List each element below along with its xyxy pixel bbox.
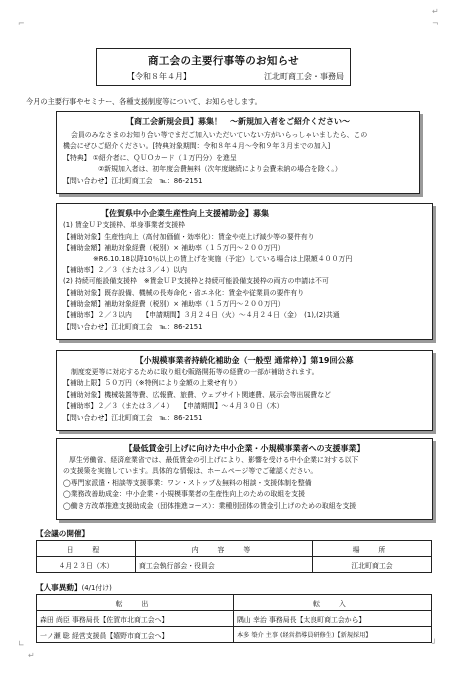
personnel-table: [36, 594, 432, 643]
productivity-subsidy-line: (2) 持続可能設備支援枠 ※賃金ＵＰ支援枠と持続可能設備支援枠の両方の申請は不可: [63, 277, 329, 285]
column-header-content: 内 容 等: [136, 541, 313, 557]
wage-support-line: の支援策を実施しています。具体的な情報は、ホームページ等でご確認ください。: [63, 467, 318, 475]
meeting-place: 江北町商工会: [313, 557, 432, 573]
column-header-transfer-out: 転 出: [37, 595, 234, 611]
wage-support-line: ◯専門家派遣・相談等支援事業：ワン・ストップ＆無料の相談・支援体制を整備: [63, 479, 312, 487]
productivity-subsidy-line: (1) 賃金ＵＰ支援枠、単身事業者支援枠: [63, 221, 186, 229]
productivity-subsidy-line: ※R6.10.18以降10％以上の賃上げを実施（予定）している場合は上限額４００万円: [93, 255, 353, 263]
member-campaign-heading: 【商工会新規会員】募集！ ～新規加入者をご紹介ください～: [126, 117, 350, 126]
transfer-out-cell: 一ノ瀬 聡 経営支援員【嬉野市商工会へ】: [37, 627, 234, 643]
table-row: [37, 627, 432, 643]
meeting-date: ４月２３日（木）: [37, 557, 136, 573]
return-mark-icon: ↵: [432, 7, 439, 16]
corner-mark-icon: ⌐: [18, 19, 25, 28]
jizokuka-subsidy-contact: 【問い合わせ】江北町商工会 ℡：86-2151: [63, 414, 203, 422]
column-header-date: 日 程: [37, 541, 136, 557]
productivity-subsidy-line: 【補助金額】補助対象経費（税別）× 補助率（１５万円～２００万円）: [63, 300, 285, 308]
productivity-subsidy-line: 【補助対象】生産性向上（高付加価値・効率化）：賃金や売上げ減少等の要件有り: [63, 233, 315, 241]
wage-support-line: 厚生労働省、経済産業省では、最低賃金の引上げにより、影響を受ける中小企業に対する以下: [69, 456, 359, 464]
jizokuka-subsidy-line: 【補助率】２／３（または３／４） 【申請期間】～４月３０日（木）: [63, 402, 284, 410]
productivity-subsidy-line: 【補助率】２／３（または３／４）以内: [63, 266, 188, 274]
wage-support-box: [56, 438, 433, 520]
member-campaign-line: 機会にぜひご紹介ください。[特典対象期間：令和８年４月～令和９年３月までの加入]: [63, 142, 331, 150]
corner-mark-icon: ∟: [18, 639, 25, 648]
meetings-table: [36, 540, 432, 573]
issue-date: 【令和８年４月】: [127, 72, 191, 81]
productivity-subsidy-box: [56, 203, 433, 340]
organization-name: 江北町商工会・事務局: [264, 72, 344, 81]
productivity-subsidy-heading: 【佐賀県中小企業生産性向上支援補助金】募集: [101, 209, 269, 218]
personnel-label: [36, 582, 112, 593]
corner-mark-icon: ┘: [432, 639, 437, 648]
table-header-row: [37, 595, 432, 611]
transfer-out-cell: 森田 尚臣 事務局長【佐賀市北商工会へ】: [37, 611, 234, 627]
productivity-subsidy-contact: 【問い合わせ】江北町商工会 ℡：86-2151: [63, 323, 203, 331]
table-header-row: [37, 541, 432, 557]
jizokuka-subsidy-line: 【補助対象】機械装置等費、広報費、旅費、ウェブサイト関連費、展示会等出展費など: [63, 391, 331, 399]
productivity-subsidy-line: 【補助対象】既存設備、機械の長寿命化・省エネ化：賃金や従業員の要件有り: [63, 289, 305, 297]
return-mark-icon: ↵: [28, 651, 35, 660]
column-header-place: 場 所: [313, 541, 432, 557]
meetings-label: 【会議の開催】: [36, 529, 90, 538]
transfer-in-cell: 隅山 幸治 事務局長【太良町商工会から】: [234, 611, 432, 627]
corner-mark-icon: ¬: [432, 19, 439, 28]
intro-text: 今月の主要行事やセミナー、各種支援制度等について、お知らせします。: [26, 97, 262, 106]
table-row: [37, 557, 432, 573]
wage-support-line: ◯働き方改革推進支援助成金（団体推進コース）：業種別団体の賃金引上げのための取組を支援: [63, 502, 357, 510]
transfer-in-cell: 本多 築介 主事 (経営指導員研修生)【新規採用】: [234, 627, 432, 643]
member-campaign-line: 会員のみなさまのお知り合い等でまだご加入いただいていない方がいらっしゃいましたら、この: [71, 131, 368, 139]
jizokuka-subsidy-heading: 【小規模事業者持続化補助金（一般型 通常枠）】第19回公募: [135, 356, 354, 365]
member-campaign-line: 【特典】 ①紹介者に、ＱＵＯカード（１万円分）を進呈: [63, 154, 237, 162]
jizokuka-subsidy-box: [56, 350, 433, 431]
member-campaign-line: ②新規加入者は、初年度会費無料（次年度継続により会費未納の場合を除く。）: [98, 165, 342, 173]
productivity-subsidy-line: 【補助率】２／３以内 【申請期間】３月２４日（火）～４月２４日（金） (1),(2)共通: [63, 311, 340, 319]
meeting-content: 商工会執行部会・役員会: [136, 557, 313, 573]
productivity-subsidy-line: 【補助金額】補助対象経費（税別）× 補助率（１５万円～２００万円）: [63, 244, 285, 252]
table-row: [37, 611, 432, 627]
member-campaign-contact: 【問い合わせ】江北町商工会 ℡：86-2151: [63, 177, 203, 185]
jizokuka-subsidy-line: 制度変更等に対応するために取り組む販路開拓等の経費の一部が補助されます。: [71, 368, 319, 376]
jizokuka-subsidy-line: 【補助上限】５０万円（※特例により金額の上乗せ有り）: [63, 379, 242, 387]
page-title: 商工会の主要行事等のお知らせ: [148, 55, 299, 67]
member-campaign-box: [56, 111, 420, 194]
personnel-note: (4/1付け): [81, 584, 112, 592]
column-header-transfer-in: 転 入: [234, 595, 432, 611]
personnel-label-text: 【人事異動】: [36, 583, 82, 592]
header-box: [96, 48, 351, 86]
wage-support-heading: 【最低賃金引上げに向けた中小企業・小規模事業者への支援事業】: [124, 444, 365, 453]
wage-support-line: ◯業務改善助成金：中小企業・小規模事業者の生産性向上のための取組を支援: [63, 490, 305, 498]
